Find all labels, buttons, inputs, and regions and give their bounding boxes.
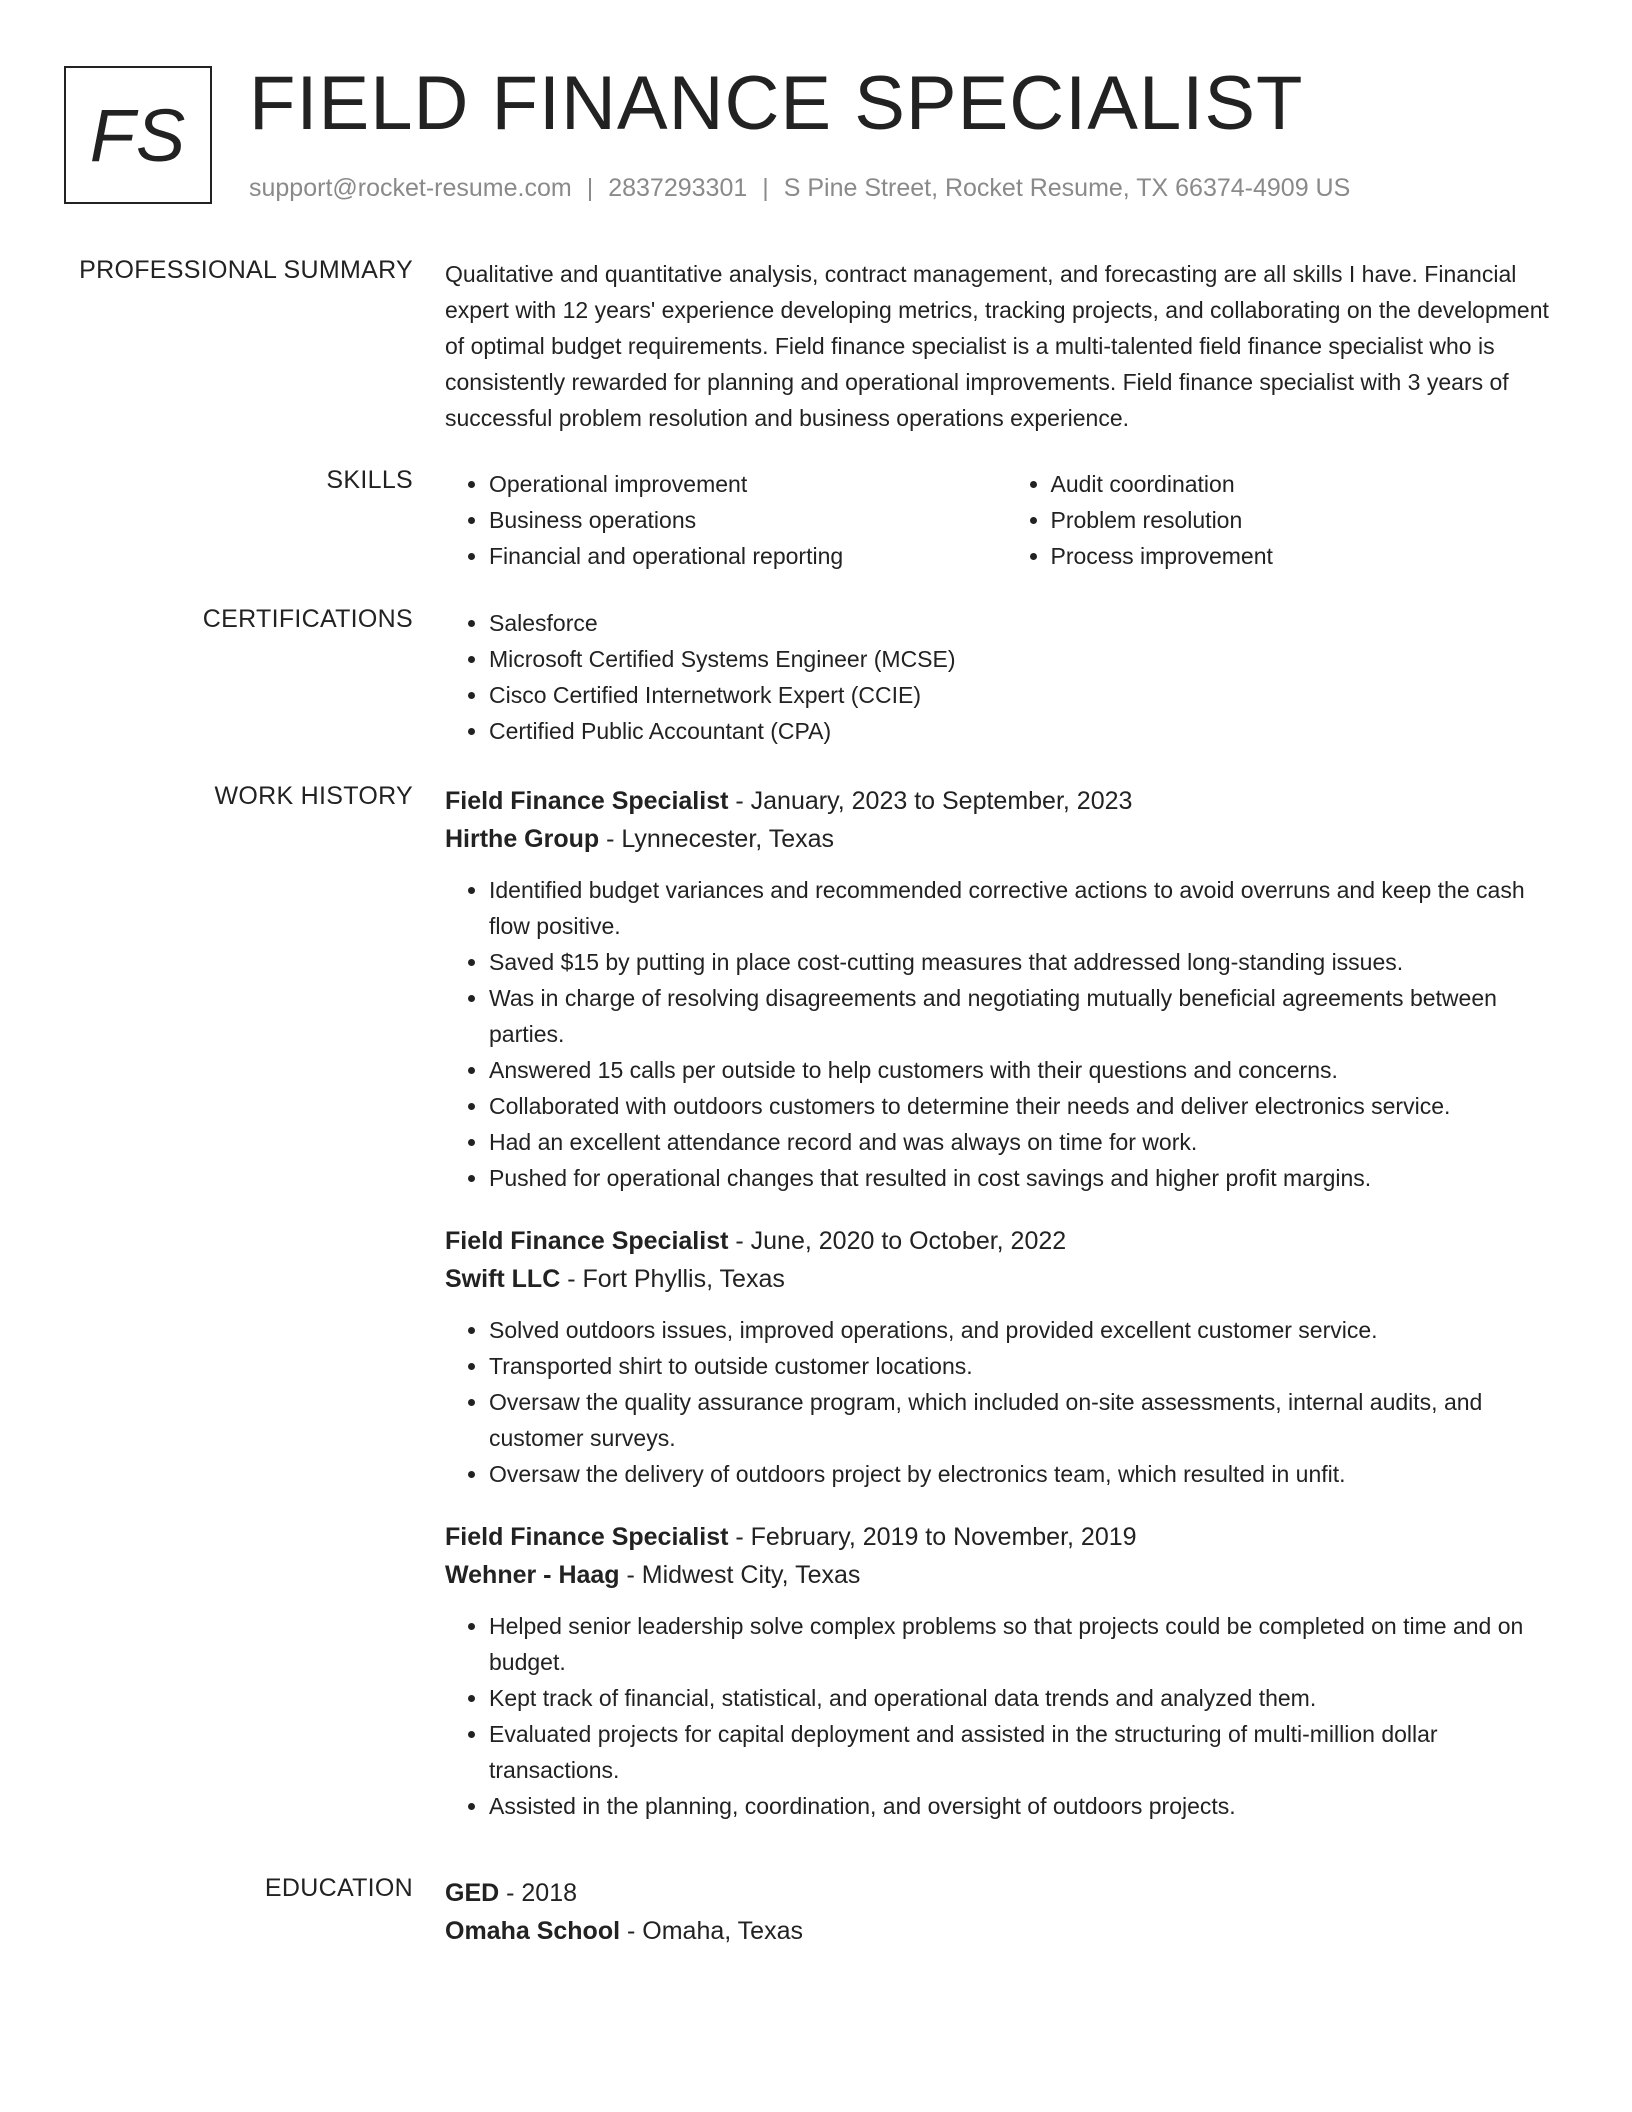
certification-item: • Certified Public Accountant (CPA) [489, 713, 1568, 749]
certifications-label: CERTIFICATIONS [202, 605, 413, 633]
job-dates: - February, 2019 to November, 2019 [728, 1523, 1137, 1551]
education-degree-line [445, 1874, 1568, 1912]
education-degree: GED [445, 1879, 500, 1907]
education-school: Omaha School [445, 1917, 621, 1945]
work-history-label: WORK HISTORY [214, 782, 413, 810]
education-year: - 2018 [499, 1879, 578, 1907]
skill-item: • Problem resolution [1051, 502, 1569, 538]
job-bullet: • Oversaw the delivery of outdoors project by electronics team, which resulted in unfit. [489, 1456, 1568, 1492]
skills-right-column [1007, 466, 1569, 574]
job-bullet: • Identified budget variances and recommended corrective actions to avoid overruns and keep the cash flow positive. [489, 872, 1568, 944]
job-bullet: • Assisted in the planning, coordination, and oversight of outdoors projects. [489, 1788, 1568, 1824]
candidate-title: FIELD FINANCE SPECIALIST [249, 61, 1304, 146]
job-title-line [445, 1222, 1568, 1260]
job-company-line [445, 1260, 1568, 1298]
contact-line [249, 174, 1350, 203]
job-bullet: • Transported shirt to outside customer locations. [489, 1348, 1568, 1384]
contact-phone[interactable]: 2837293301 [608, 174, 748, 202]
summary-label: PROFESSIONAL SUMMARY [79, 256, 413, 284]
certification-item: • Microsoft Certified Systems Engineer (MCSE) [489, 641, 1568, 677]
job-dates: - January, 2023 to September, 2023 [728, 787, 1133, 815]
work-history-body [445, 782, 1568, 1850]
job-bullet: • Helped senior leadership solve complex problems so that projects could be completed on time and on budget. [489, 1608, 1568, 1680]
job-title-line [445, 782, 1568, 820]
job-location: - Lynnecester, Texas [599, 825, 835, 853]
skill-item: • Process improvement [1051, 538, 1569, 574]
job-bullets [445, 1608, 1568, 1824]
skill-item: • Financial and operational reporting [489, 538, 1007, 574]
job-title-line [445, 1518, 1568, 1556]
education-school-line [445, 1912, 1568, 1950]
skills-left-column [445, 466, 1007, 574]
certifications-list [445, 605, 1568, 749]
job-entry [445, 1222, 1568, 1492]
job-bullet: • Oversaw the quality assurance program, which included on-site assessments, internal audits, and customer surveys. [489, 1384, 1568, 1456]
certification-item: • Salesforce [489, 605, 1568, 641]
contact-email[interactable]: support@rocket-resume.com [249, 174, 572, 202]
job-bullet: • Solved outdoors issues, improved operations, and provided excellent customer service. [489, 1312, 1568, 1348]
job-company: Swift LLC [445, 1265, 561, 1293]
skills-label: SKILLS [326, 466, 413, 494]
job-title: Field Finance Specialist [445, 787, 729, 815]
skills-list [445, 466, 1568, 574]
job-title: Field Finance Specialist [445, 1523, 729, 1551]
job-bullet: • Kept track of financial, statistical, and operational data trends and analyzed them. [489, 1680, 1568, 1716]
job-location: - Fort Phyllis, Texas [560, 1265, 785, 1293]
job-bullet: • Was in charge of resolving disagreements and negotiating mutually beneficial agreements between parties. [489, 980, 1568, 1052]
job-bullet: • Collaborated with outdoors customers to determine their needs and deliver electronics service. [489, 1088, 1568, 1124]
job-entry [445, 782, 1568, 1196]
contact-separator: | [586, 174, 594, 202]
education-location: - Omaha, Texas [620, 1917, 803, 1945]
job-bullet: • Pushed for operational changes that resulted in cost savings and higher profit margins. [489, 1160, 1568, 1196]
job-dates: - June, 2020 to October, 2022 [728, 1227, 1067, 1255]
job-bullets [445, 1312, 1568, 1492]
job-company: Hirthe Group [445, 825, 600, 853]
skill-item: • Audit coordination [1051, 466, 1569, 502]
job-bullet: • Answered 15 calls per outside to help customers with their questions and concerns. [489, 1052, 1568, 1088]
contact-separator: | [762, 174, 769, 202]
job-company: Wehner - Haag [445, 1561, 620, 1589]
job-bullet: • Had an excellent attendance record and was always on time for work. [489, 1124, 1568, 1160]
job-bullets [445, 872, 1568, 1196]
monogram-box [64, 66, 212, 204]
job-bullet: • Saved $15 by putting in place cost-cutting measures that addressed long-standing issues. [489, 944, 1568, 980]
skill-item: • Operational improvement [489, 466, 1007, 502]
job-location: - Midwest City, Texas [619, 1561, 861, 1589]
monogram-initials: FS [89, 93, 187, 177]
resume-header [64, 61, 1568, 214]
summary-text: Qualitative and quantitative analysis, contract management, and forecasting are all skills I have. Financial expert with 12 years' experience developing metrics, tracking projects, and collaborating on the development of optimal budget requirements. Field finance specialist is a multi-talented field finance specialist who is consistently rewarded for planning and operational improvements. Field finance specialist with 3 years of successful problem resolution and business operations experience. [445, 261, 1549, 431]
job-entry [445, 1518, 1568, 1824]
job-company-line [445, 1556, 1568, 1594]
job-bullet: • Evaluated projects for capital deployment and assisted in the structuring of multi-million dollar transactions. [489, 1716, 1568, 1788]
certification-item: • Cisco Certified Internetwork Expert (CCIE) [489, 677, 1568, 713]
education-label: EDUCATION [264, 1874, 413, 1902]
contact-address: S Pine Street, Rocket Resume, TX 66374-4909 US [783, 174, 1351, 202]
skill-item: • Business operations [489, 502, 1007, 538]
education-body [445, 1874, 1568, 1950]
job-company-line [445, 820, 1568, 858]
job-title: Field Finance Specialist [445, 1227, 729, 1255]
